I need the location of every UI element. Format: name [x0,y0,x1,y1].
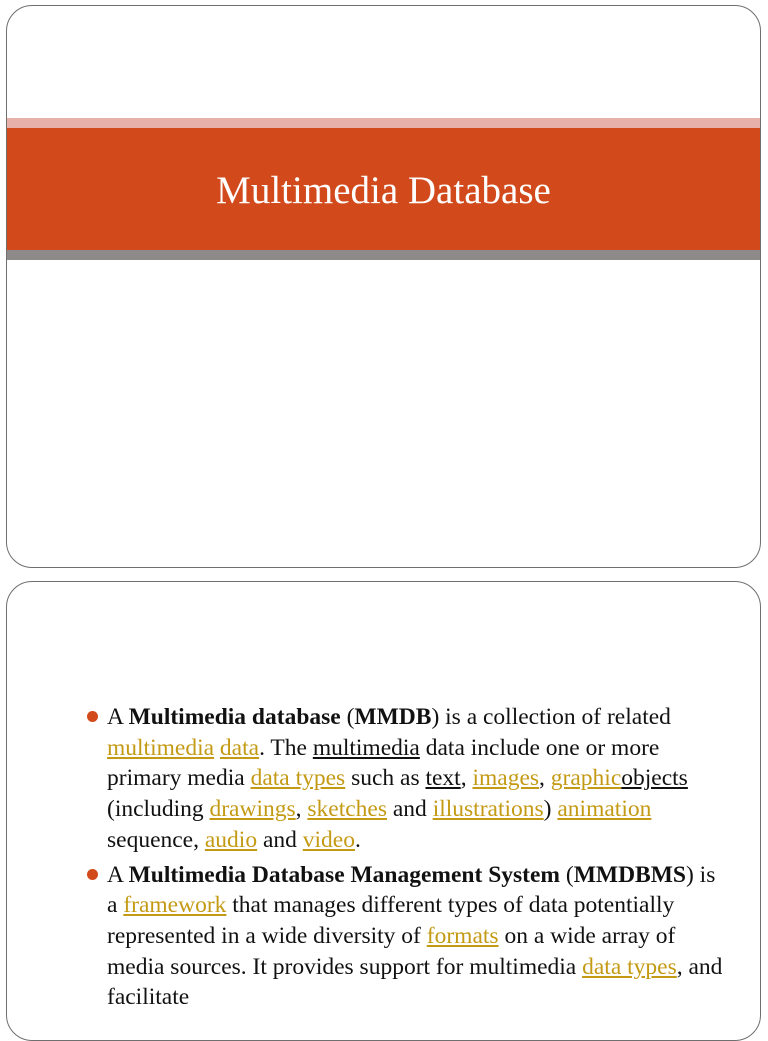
title-band-bottom-stripe [7,250,760,260]
title-band-top-stripe [7,118,760,128]
link-video[interactable]: video [302,826,355,853]
link-formats[interactable]: formats [426,922,499,949]
link-illustrations[interactable]: illustrations [432,796,544,823]
bullet-dot-icon [87,869,98,880]
link-framework[interactable]: framework [123,892,227,919]
content-slide [6,581,761,1041]
underlined-objects: objects [621,765,688,792]
slide-title: Multimedia Database [216,168,551,212]
bullet-item-mmdb: A Multimedia database (MMDB) is a collection of related multimedia data. The multimedia data include one or more primary media data types such as text, images, graphicobjects (including drawings, sketches and illustrations) animation sequence, audio and video. [87,702,727,856]
link-audio[interactable]: audio [204,826,258,853]
link-data-types-2[interactable]: data types [582,953,677,980]
title-band [7,128,760,250]
link-sketches[interactable]: sketches [307,796,387,823]
link-images[interactable]: images [472,765,540,792]
link-graphic[interactable]: graphic [550,765,622,792]
underlined-multimedia: multimedia [312,734,420,761]
link-data[interactable]: data [219,734,260,761]
link-animation[interactable]: animation [557,796,652,823]
link-drawings[interactable]: drawings [209,796,296,823]
bullet-dot-icon [87,711,98,722]
bullet-list [87,702,727,1017]
link-data-types[interactable]: data types [250,765,346,792]
bullet-item-mmdbms: A Multimedia Database Management System (MMDBMS) is a framework that manages different types of data potentially represented in a wide diversity of formats on a wide array of media sources. It provides support for multimedia data types, and facilitate [87,860,727,1014]
link-multimedia[interactable]: multimedia [107,734,215,761]
underlined-text: text [425,765,461,792]
title-slide [6,5,761,568]
